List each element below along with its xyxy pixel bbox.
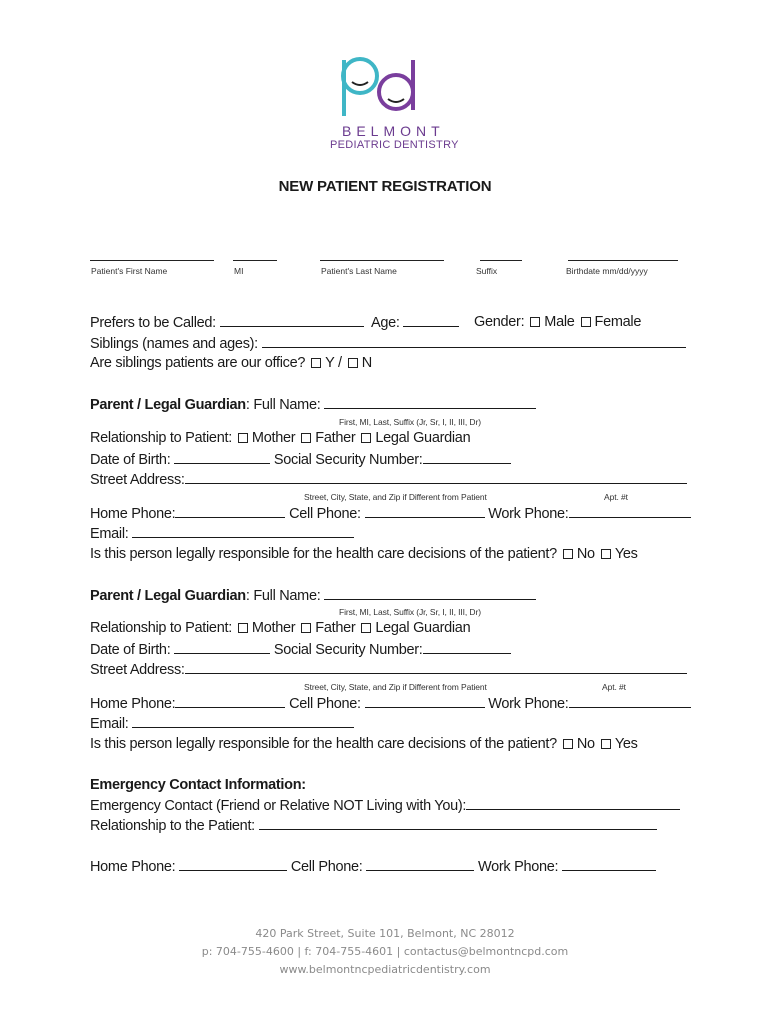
emergency-relationship-row [90, 817, 657, 834]
guardian-1-dob-row [90, 451, 511, 468]
guardian-1-address-hint: Street, City, State, and Zip if Different from Patient [304, 492, 487, 502]
guardian-1-cell-label: Cell Phone: [289, 506, 361, 522]
guardian-2-address-field[interactable] [185, 661, 687, 674]
guardian-2-relationship-label: Relationship to Patient: [90, 620, 232, 636]
guardian-1-no-label: No [576, 546, 595, 562]
guardian-2-home-field[interactable] [175, 695, 285, 708]
guardian-1-mother-label: Mother [251, 430, 296, 446]
male-label: Male [544, 314, 575, 330]
guardian-2-cell-field[interactable] [365, 695, 485, 708]
guardian-1-father-label: Father [315, 430, 356, 446]
guardian-2-yes-label: Yes [614, 736, 638, 752]
guardian-1-name-field[interactable] [324, 396, 536, 409]
siblings-field[interactable] [262, 335, 686, 348]
guardian-1-address-label: Street Address: [90, 472, 185, 488]
guardian-1-home-label: Home Phone: [90, 506, 176, 522]
emergency-contact-field[interactable] [466, 797, 680, 810]
siblings-yes-label: Y / [325, 355, 342, 371]
guardian-2-no-checkbox[interactable] [563, 739, 573, 749]
siblings-yes-checkbox[interactable] [311, 358, 321, 368]
guardian-2-relationship-row [90, 620, 470, 636]
guardian-2-cell-label: Cell Phone: [289, 696, 361, 712]
guardian-2-name-hint: First, MI, Last, Suffix (Jr, Sr, I, II, III, Dr) [339, 607, 481, 617]
guardian-2-dob-field[interactable] [174, 641, 270, 654]
guardian-2-email-label: Email: [90, 716, 129, 732]
guardian-1-heading: Parent / Legal Guardian [90, 397, 246, 413]
guardian-1-relationship-row [90, 430, 470, 446]
guardian-2-email-row [90, 715, 354, 732]
female-checkbox[interactable] [581, 317, 591, 327]
guardian-2-ssn-field[interactable] [423, 641, 511, 654]
birthdate-field[interactable] [568, 260, 678, 261]
footer-web: www.belmontncpediatricdentistry.com [279, 963, 491, 976]
prefers-row [90, 314, 364, 331]
guardian-1-father-checkbox[interactable] [301, 433, 311, 443]
guardian-2-responsible-row [90, 736, 638, 752]
guardian-2-yes-checkbox[interactable] [601, 739, 611, 749]
siblings-no-label: N [361, 355, 372, 371]
emergency-work-label: Work Phone: [477, 859, 559, 875]
emergency-cell-field[interactable] [366, 858, 474, 871]
guardian-2-address-hint: Street, City, State, and Zip if Different from Patient [304, 682, 487, 692]
emergency-work-field[interactable] [562, 858, 656, 871]
guardian-2-full-name-label: : Full Name: [245, 588, 321, 604]
siblings-label: Siblings (names and ages): [90, 336, 258, 352]
gender-label: Gender: [474, 314, 525, 330]
guardian-2-responsible-label: Is this person legally responsible for the health care decisions of the patient? [90, 736, 557, 752]
guardian-2-dob-row [90, 641, 511, 658]
guardian-1-cell-field[interactable] [365, 505, 485, 518]
guardian-1-apt-hint: Apt. #t [604, 492, 628, 502]
gender-row [474, 314, 641, 330]
guardian-1-legal-checkbox[interactable] [361, 433, 371, 443]
birthdate-caption: Birthdate mm/dd/yyyy [566, 266, 648, 276]
siblings-patients-label: Are siblings patients are our office? [90, 355, 306, 371]
brand-subtitle: PEDIATRIC DENTISTRY [330, 139, 459, 151]
guardian-1-email-field[interactable] [132, 525, 354, 538]
footer-address: 420 Park Street, Suite 101, Belmont, NC 28012 [255, 927, 515, 940]
footer-contact: p: 704-755-4600 | f: 704-755-4601 | contactus@belmontncpd.com [201, 945, 569, 958]
mi-field[interactable] [233, 260, 277, 261]
guardian-2-heading: Parent / Legal Guardian [90, 588, 246, 604]
emergency-cell-label: Cell Phone: [290, 859, 363, 875]
guardian-1-dob-field[interactable] [174, 451, 270, 464]
guardian-2-father-label: Father [315, 620, 356, 636]
guardian-2-legal-checkbox[interactable] [361, 623, 371, 633]
guardian-1-legal-label: Legal Guardian [375, 430, 471, 446]
guardian-2-apt-hint: Apt. #t [602, 682, 626, 692]
male-checkbox[interactable] [530, 317, 540, 327]
guardian-1-work-field[interactable] [569, 505, 691, 518]
emergency-relationship-label: Relationship to the Patient: [90, 818, 255, 834]
guardian-2-work-label: Work Phone: [488, 696, 569, 712]
guardian-2-address-row [90, 661, 687, 678]
siblings-patients-row [90, 355, 372, 371]
guardian-2-home-label: Home Phone: [90, 696, 176, 712]
guardian-1-yes-checkbox[interactable] [601, 549, 611, 559]
guardian-1-work-label: Work Phone: [488, 506, 569, 522]
guardian-2-phone-row [90, 695, 691, 712]
prefers-label: Prefers to be Called: [90, 315, 216, 331]
guardian-1-address-row [90, 471, 687, 488]
prefers-field[interactable] [220, 314, 364, 327]
emergency-heading: Emergency Contact Information: [90, 777, 306, 793]
guardian-1-responsible-label: Is this person legally responsible for the health care decisions of the patient? [90, 546, 557, 562]
guardian-2-address-label: Street Address: [90, 662, 185, 678]
guardian-1-mother-checkbox[interactable] [238, 433, 248, 443]
guardian-2-mother-label: Mother [251, 620, 296, 636]
guardian-1-relationship-label: Relationship to Patient: [90, 430, 232, 446]
guardian-1-name-hint: First, MI, Last, Suffix (Jr, Sr, I, II, III, Dr) [339, 417, 481, 427]
guardian-1-full-name-label: : Full Name: [245, 397, 321, 413]
emergency-relationship-field[interactable] [259, 817, 657, 830]
last-name-field[interactable] [320, 260, 444, 261]
guardian-1-ssn-label: Social Security Number: [273, 452, 423, 468]
suffix-field[interactable] [480, 260, 522, 261]
guardian-1-phone-row [90, 505, 691, 522]
guardian-1-dob-label: Date of Birth: [90, 452, 171, 468]
emergency-home-label: Home Phone: [90, 859, 176, 875]
guardian-2-mother-checkbox[interactable] [238, 623, 248, 633]
age-row [371, 314, 459, 331]
guardian-1-email-row [90, 525, 354, 542]
guardian-1-name-row [90, 396, 536, 413]
page-title: NEW PATIENT REGISTRATION [278, 178, 492, 195]
siblings-no-checkbox[interactable] [348, 358, 358, 368]
first-name-caption: Patient's First Name [91, 266, 168, 276]
guardian-2-legal-label: Legal Guardian [375, 620, 471, 636]
guardian-2-name-row [90, 587, 536, 604]
guardian-1-address-field[interactable] [185, 471, 687, 484]
guardian-2-no-label: No [576, 736, 595, 752]
age-field[interactable] [403, 314, 459, 327]
brand-name: BELMONT [342, 123, 445, 139]
first-name-field[interactable] [90, 260, 214, 261]
guardian-1-ssn-field[interactable] [423, 451, 511, 464]
guardian-1-responsible-row [90, 546, 638, 562]
suffix-caption: Suffix [476, 266, 498, 276]
guardian-1-email-label: Email: [90, 526, 129, 542]
guardian-1-home-field[interactable] [175, 505, 285, 518]
last-name-caption: Patient's Last Name [321, 266, 397, 276]
guardian-2-name-field[interactable] [324, 587, 536, 600]
emergency-contact-label: Emergency Contact (Friend or Relative NOT Living with You): [90, 798, 467, 814]
emergency-phone-row [90, 858, 656, 875]
guardian-2-father-checkbox[interactable] [301, 623, 311, 633]
guardian-1-yes-label: Yes [614, 546, 638, 562]
guardian-2-email-field[interactable] [132, 715, 354, 728]
guardian-2-work-field[interactable] [569, 695, 691, 708]
emergency-home-field[interactable] [179, 858, 287, 871]
guardian-2-dob-label: Date of Birth: [90, 642, 171, 658]
emergency-contact-row [90, 797, 680, 814]
age-label: Age: [371, 315, 400, 331]
guardian-1-no-checkbox[interactable] [563, 549, 573, 559]
siblings-row [90, 335, 686, 352]
guardian-2-ssn-label: Social Security Number: [273, 642, 423, 658]
mi-caption: MI [234, 266, 244, 276]
female-label: Female [594, 314, 642, 330]
